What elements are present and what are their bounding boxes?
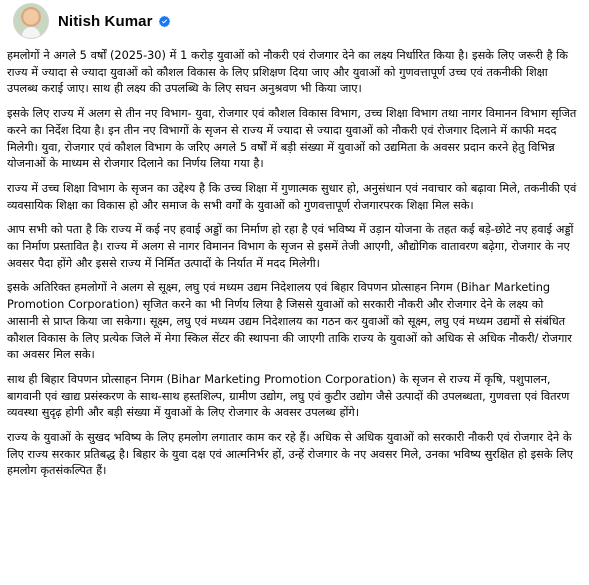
post-paragraph: हमलोगों ने अगले 5 वर्षों (2025-30) में 1 करोड़ युवाओं को नौकरी एवं रोजगार देने का लक्ष्य निर्धारित किया है। इसके लिए जरूरी है कि राज्य में ज्यादा से ज्यादा युवाओं को कौशल विकास के लिए प्रशिक्षण दिया जाए और युवाओं को गुणवत्तापूर्ण उच्च एवं तकनीकी शिक्षा उपलब्ध कराई जाए। साथ ही लक्ष्य की उपलब्धि के लिए सघन अनुश्रवण भी किया जाए।: [7, 48, 568, 96]
post-paragraph: साथ ही बिहार विपणन प्रोत्साहन निगम (Bihar Marketing Promotion Corporation) के सृजन से राज्य में कृषि, पशुपालन, बागवानी एवं खाद्य प्रसंस्करण के साथ-साथ हस्तशिल्प, ग्रामीण उद्योग, लघु एवं कुटीर उद्योग जैसे उत्पादों की उपलब्धता, गुणवत्ता एवं वितरण व्यवस्था सुदृढ़ होगी और बड़ी संख्या में युवाओं के लिए रोजगार के अवसर उपलब्ध होंगे।: [7, 371, 570, 420]
post-paragraph: आप सभी को पता है कि राज्य में कई नए हवाई अड्डों का निर्माण हो रहा है एवं भविष्य में उड़ान योजना के तहत कई बड़े-छोटे नए हवाई अड्डों का निर्माण प्रस्तावित है। राज्य में अलग से नागर विमानन विभाग के सृजन से इसमें तेजी आएगी, औद्योगिक वातावरण बढ़ेगा, रोजगार के नए अवसर पैदा होंगे और इससे राज्य में निर्मित उत्पादों के निर्यात में मदद मिलेगी।: [7, 222, 574, 270]
post-paragraph: इसके लिए राज्य में अलग से तीन नए विभाग- युवा, रोजगार एवं कौशल विकास विभाग, उच्च शिक्षा विभाग तथा नागर विमानन विभाग सृजित करने का निर्देश दिया है। इन तीन नए विभागों के सृजन से राज्य में ज्यादा से ज्यादा युवाओं को नौकरी एवं रोजगार दिलाने में काफी मदद मिलेगी। युवा, रोजगार एवं कौशल विभाग के जरिए अगले 5 वर्षों में बड़ी संख्या में युवाओं को उद्यमिता के अवसर प्रदान करने हेतु विभिन्न योजनाओं के माध्यम से रोजगार दिलाने का निर्णय लिया गया है।: [7, 106, 577, 171]
post-paragraph: इसके अतिरिक्त हमलोगों ने अलग से सूक्ष्म, लघु एवं मध्यम उद्यम निदेशालय एवं बिहार विपणन प्रोत्साहन निगम (Bihar Marketing Promotion Corporation) सृजित करने का भी निर्णय लिया है जिससे युवाओं को सरकारी नौकरी और रोजगार देने के लक्ष्य को आसानी से प्राप्त किया जा सकेगा। सूक्ष्म, लघु एवं मध्यम उद्यम निदेशालय का गठन कर युवाओं को सूक्ष्म, लघु एवं मध्यम उद्यमों से संबंधित कौशल विकास के लिए प्रत्येक जिले में मेगा स्किल सेंटर की स्थापना की जाएगी ताकि राज्य के युवाओं को अधिक से अधिक नौकरी/ रोजगार का अवसर मिल सके।: [7, 280, 572, 362]
post-body: [7, 47, 577, 479]
verified-badge-icon: [158, 15, 171, 28]
post-paragraph: राज्य में उच्च शिक्षा विभाग के सृजन का उद्देश्य है कि उच्च शिक्षा में गुणात्मक सुधार हो, अनुसंधान एवं नवाचार को बढ़ावा मिले, तकनीकी एवं व्यवसायिक शिक्षा का विकास हो और समाज के सभी वर्गों के युवाओं को गुणवत्तापूर्ण रोजगारपरक शिक्षा मिल सके।: [7, 180, 577, 212]
avatar[interactable]: [13, 3, 49, 39]
post-header: [7, 0, 577, 41]
author-name[interactable]: Nitish Kumar: [58, 12, 153, 30]
post-paragraph: राज्य के युवाओं के सुखद भविष्य के लिए हमलोग लगातार काम कर रहे हैं। अधिक से अधिक युवाओं को सरकारी नौकरी एवं रोजगार देने के लिए राज्य सरकार प्रतिबद्ध है। बिहार के युवा दक्ष एवं आत्मनिर्भर हों, उन्हें रोजगार के नए अवसर मिले, उनका भविष्य सुरक्षित हो इसके लिए हमलोग कृतसंकल्पित हैं।: [7, 430, 573, 478]
